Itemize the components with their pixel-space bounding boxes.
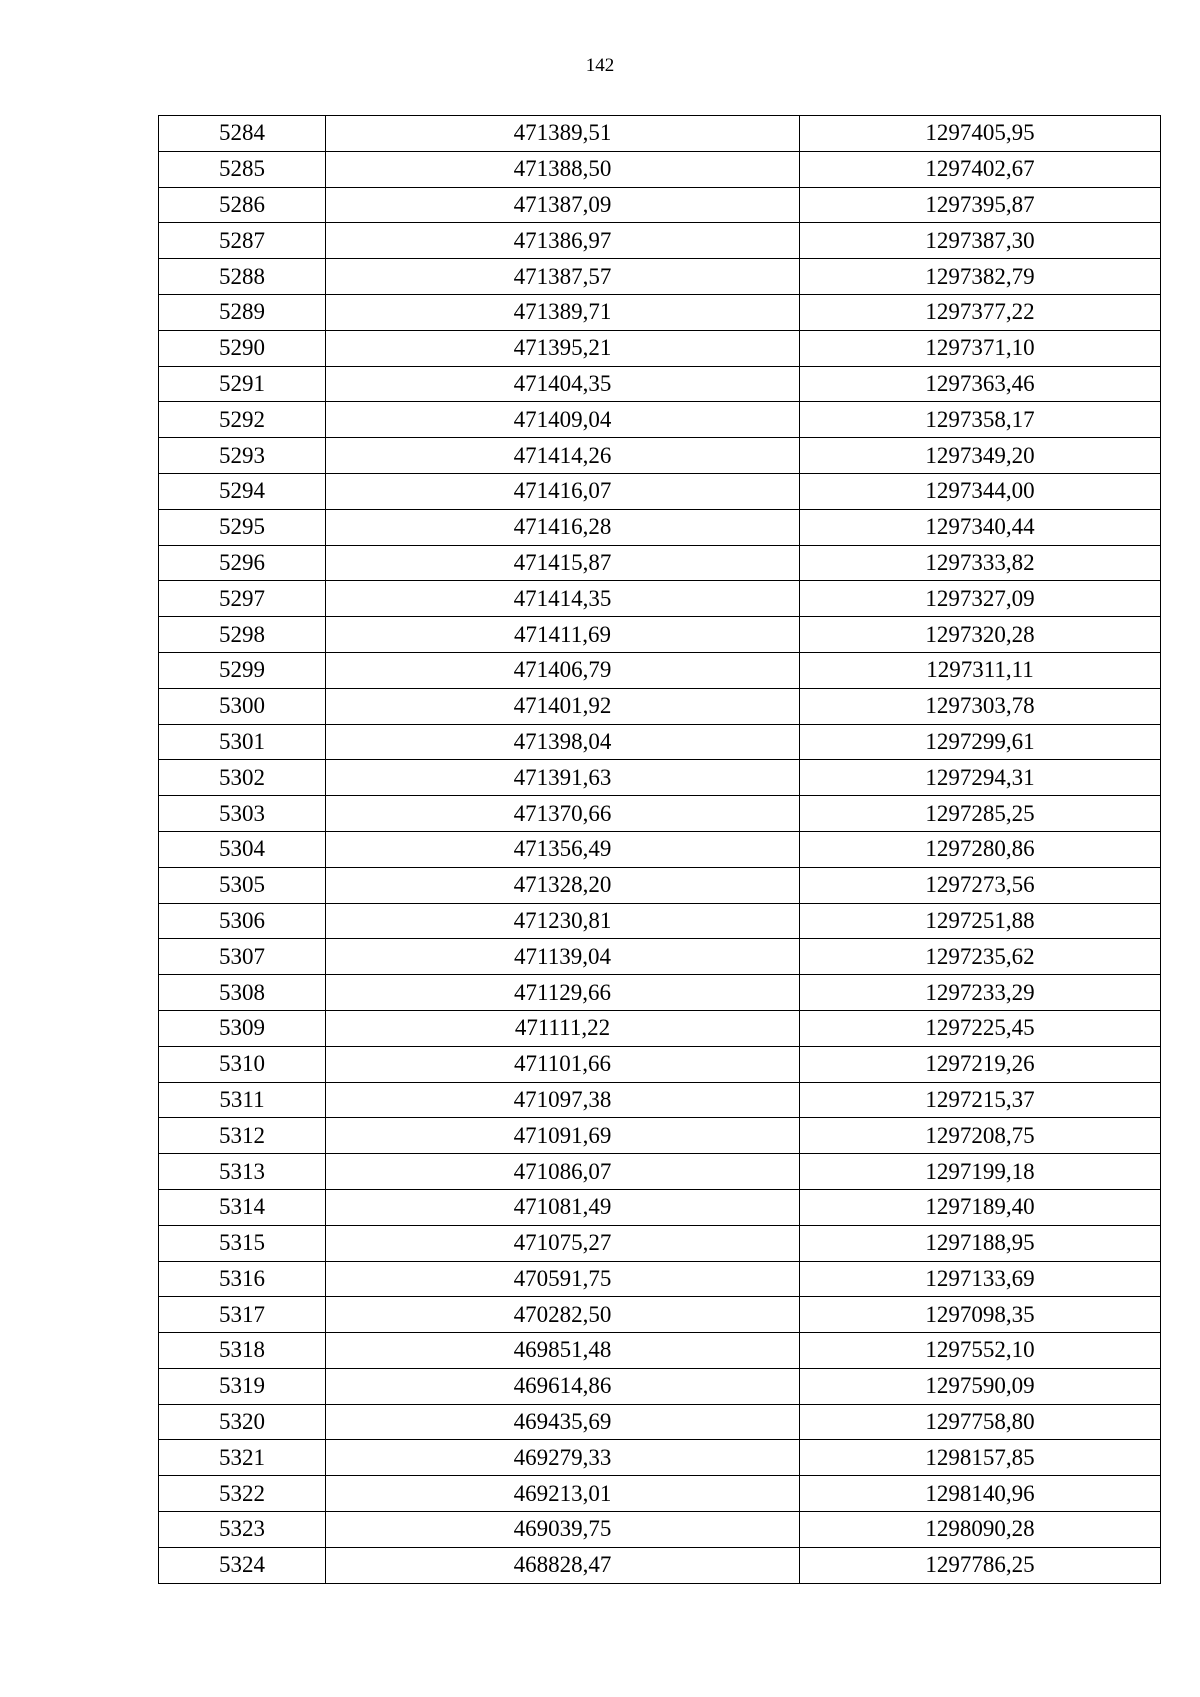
table-row [159, 116, 1161, 152]
x-coordinate-cell: 471387,09 [326, 187, 800, 223]
point-number-cell: 5302 [159, 760, 326, 796]
table-row [159, 1512, 1161, 1548]
y-coordinate-cell: 1297320,28 [800, 617, 1161, 653]
y-coordinate-cell: 1297552,10 [800, 1333, 1161, 1369]
table-row [159, 581, 1161, 617]
x-coordinate-cell: 471091,69 [326, 1118, 800, 1154]
table-row [159, 151, 1161, 187]
x-coordinate-cell: 469213,01 [326, 1476, 800, 1512]
y-coordinate-cell: 1297133,69 [800, 1261, 1161, 1297]
point-number-cell: 5317 [159, 1297, 326, 1333]
x-coordinate-cell: 471401,92 [326, 688, 800, 724]
x-coordinate-cell: 471386,97 [326, 223, 800, 259]
point-number-cell: 5315 [159, 1225, 326, 1261]
table-row [159, 438, 1161, 474]
x-coordinate-cell: 471404,35 [326, 366, 800, 402]
y-coordinate-cell: 1297215,37 [800, 1082, 1161, 1118]
y-coordinate-cell: 1297225,45 [800, 1010, 1161, 1046]
y-coordinate-cell: 1297344,00 [800, 473, 1161, 509]
x-coordinate-cell: 471356,49 [326, 831, 800, 867]
y-coordinate-cell: 1297758,80 [800, 1404, 1161, 1440]
y-coordinate-cell: 1297387,30 [800, 223, 1161, 259]
y-coordinate-cell: 1297208,75 [800, 1118, 1161, 1154]
x-coordinate-cell: 471414,35 [326, 581, 800, 617]
point-number-cell: 5306 [159, 903, 326, 939]
table-row [159, 545, 1161, 581]
y-coordinate-cell: 1297349,20 [800, 438, 1161, 474]
point-number-cell: 5287 [159, 223, 326, 259]
table-row [159, 259, 1161, 295]
point-number-cell: 5301 [159, 724, 326, 760]
x-coordinate-cell: 471395,21 [326, 330, 800, 366]
point-number-cell: 5286 [159, 187, 326, 223]
point-number-cell: 5309 [159, 1010, 326, 1046]
table-row [159, 1046, 1161, 1082]
y-coordinate-cell: 1297189,40 [800, 1189, 1161, 1225]
point-number-cell: 5304 [159, 831, 326, 867]
point-number-cell: 5295 [159, 509, 326, 545]
table-row [159, 688, 1161, 724]
table-row [159, 223, 1161, 259]
point-number-cell: 5307 [159, 939, 326, 975]
point-number-cell: 5313 [159, 1154, 326, 1190]
point-number-cell: 5288 [159, 259, 326, 295]
table-row [159, 1082, 1161, 1118]
y-coordinate-cell: 1297098,35 [800, 1297, 1161, 1333]
y-coordinate-cell: 1297273,56 [800, 867, 1161, 903]
point-number-cell: 5298 [159, 617, 326, 653]
table-row [159, 509, 1161, 545]
point-number-cell: 5308 [159, 975, 326, 1011]
point-number-cell: 5319 [159, 1368, 326, 1404]
x-coordinate-cell: 469279,33 [326, 1440, 800, 1476]
x-coordinate-cell: 471406,79 [326, 652, 800, 688]
table-row [159, 1297, 1161, 1333]
point-number-cell: 5297 [159, 581, 326, 617]
coordinates-table [158, 115, 1161, 1584]
x-coordinate-cell: 471101,66 [326, 1046, 800, 1082]
table-row [159, 1010, 1161, 1046]
point-number-cell: 5299 [159, 652, 326, 688]
table-row [159, 402, 1161, 438]
table-row [159, 1404, 1161, 1440]
x-coordinate-cell: 471389,71 [326, 294, 800, 330]
y-coordinate-cell: 1298090,28 [800, 1512, 1161, 1548]
table-row [159, 366, 1161, 402]
table-row [159, 1547, 1161, 1583]
point-number-cell: 5300 [159, 688, 326, 724]
table-row [159, 1261, 1161, 1297]
x-coordinate-cell: 471081,49 [326, 1189, 800, 1225]
x-coordinate-cell: 471389,51 [326, 116, 800, 152]
y-coordinate-cell: 1297188,95 [800, 1225, 1161, 1261]
table-row [159, 652, 1161, 688]
point-number-cell: 5321 [159, 1440, 326, 1476]
point-number-cell: 5305 [159, 867, 326, 903]
y-coordinate-cell: 1297405,95 [800, 116, 1161, 152]
point-number-cell: 5289 [159, 294, 326, 330]
table-row [159, 831, 1161, 867]
point-number-cell: 5311 [159, 1082, 326, 1118]
point-number-cell: 5294 [159, 473, 326, 509]
coordinates-table-body [159, 116, 1161, 1584]
x-coordinate-cell: 471097,38 [326, 1082, 800, 1118]
y-coordinate-cell: 1297340,44 [800, 509, 1161, 545]
point-number-cell: 5314 [159, 1189, 326, 1225]
y-coordinate-cell: 1297786,25 [800, 1547, 1161, 1583]
table-row [159, 1333, 1161, 1369]
table-row [159, 867, 1161, 903]
x-coordinate-cell: 469435,69 [326, 1404, 800, 1440]
y-coordinate-cell: 1298157,85 [800, 1440, 1161, 1476]
y-coordinate-cell: 1297363,46 [800, 366, 1161, 402]
y-coordinate-cell: 1297311,11 [800, 652, 1161, 688]
point-number-cell: 5320 [159, 1404, 326, 1440]
x-coordinate-cell: 471086,07 [326, 1154, 800, 1190]
x-coordinate-cell: 468828,47 [326, 1547, 800, 1583]
point-number-cell: 5324 [159, 1547, 326, 1583]
y-coordinate-cell: 1297251,88 [800, 903, 1161, 939]
x-coordinate-cell: 471411,69 [326, 617, 800, 653]
y-coordinate-cell: 1297395,87 [800, 187, 1161, 223]
y-coordinate-cell: 1297294,31 [800, 760, 1161, 796]
x-coordinate-cell: 471111,22 [326, 1010, 800, 1046]
point-number-cell: 5303 [159, 796, 326, 832]
y-coordinate-cell: 1297377,22 [800, 294, 1161, 330]
table-row [159, 617, 1161, 653]
x-coordinate-cell: 471388,50 [326, 151, 800, 187]
table-row [159, 187, 1161, 223]
y-coordinate-cell: 1297233,29 [800, 975, 1161, 1011]
x-coordinate-cell: 470591,75 [326, 1261, 800, 1297]
table-row [159, 903, 1161, 939]
y-coordinate-cell: 1297303,78 [800, 688, 1161, 724]
table-row [159, 1189, 1161, 1225]
y-coordinate-cell: 1297219,26 [800, 1046, 1161, 1082]
x-coordinate-cell: 471129,66 [326, 975, 800, 1011]
table-row [159, 796, 1161, 832]
x-coordinate-cell: 471328,20 [326, 867, 800, 903]
y-coordinate-cell: 1297382,79 [800, 259, 1161, 295]
x-coordinate-cell: 471230,81 [326, 903, 800, 939]
table-row [159, 939, 1161, 975]
x-coordinate-cell: 469851,48 [326, 1333, 800, 1369]
point-number-cell: 5285 [159, 151, 326, 187]
y-coordinate-cell: 1297402,67 [800, 151, 1161, 187]
point-number-cell: 5292 [159, 402, 326, 438]
y-coordinate-cell: 1297590,09 [800, 1368, 1161, 1404]
table-row [159, 1476, 1161, 1512]
table-row [159, 724, 1161, 760]
y-coordinate-cell: 1297371,10 [800, 330, 1161, 366]
y-coordinate-cell: 1297235,62 [800, 939, 1161, 975]
point-number-cell: 5316 [159, 1261, 326, 1297]
table-row [159, 1440, 1161, 1476]
y-coordinate-cell: 1297199,18 [800, 1154, 1161, 1190]
table-row [159, 1118, 1161, 1154]
point-number-cell: 5318 [159, 1333, 326, 1369]
x-coordinate-cell: 469039,75 [326, 1512, 800, 1548]
table-row [159, 294, 1161, 330]
x-coordinate-cell: 469614,86 [326, 1368, 800, 1404]
point-number-cell: 5284 [159, 116, 326, 152]
x-coordinate-cell: 471415,87 [326, 545, 800, 581]
x-coordinate-cell: 471370,66 [326, 796, 800, 832]
x-coordinate-cell: 471391,63 [326, 760, 800, 796]
x-coordinate-cell: 471075,27 [326, 1225, 800, 1261]
point-number-cell: 5312 [159, 1118, 326, 1154]
x-coordinate-cell: 471398,04 [326, 724, 800, 760]
x-coordinate-cell: 471416,28 [326, 509, 800, 545]
y-coordinate-cell: 1297358,17 [800, 402, 1161, 438]
x-coordinate-cell: 470282,50 [326, 1297, 800, 1333]
table-row [159, 330, 1161, 366]
x-coordinate-cell: 471414,26 [326, 438, 800, 474]
y-coordinate-cell: 1297327,09 [800, 581, 1161, 617]
table-row [159, 760, 1161, 796]
x-coordinate-cell: 471416,07 [326, 473, 800, 509]
y-coordinate-cell: 1298140,96 [800, 1476, 1161, 1512]
y-coordinate-cell: 1297285,25 [800, 796, 1161, 832]
x-coordinate-cell: 471409,04 [326, 402, 800, 438]
point-number-cell: 5296 [159, 545, 326, 581]
table-row [159, 473, 1161, 509]
point-number-cell: 5323 [159, 1512, 326, 1548]
point-number-cell: 5322 [159, 1476, 326, 1512]
page-number: 142 [585, 55, 615, 76]
y-coordinate-cell: 1297299,61 [800, 724, 1161, 760]
table-row [159, 1368, 1161, 1404]
x-coordinate-cell: 471139,04 [326, 939, 800, 975]
table-row [159, 1154, 1161, 1190]
y-coordinate-cell: 1297280,86 [800, 831, 1161, 867]
table-row [159, 1225, 1161, 1261]
table-row [159, 975, 1161, 1011]
point-number-cell: 5310 [159, 1046, 326, 1082]
point-number-cell: 5291 [159, 366, 326, 402]
point-number-cell: 5293 [159, 438, 326, 474]
x-coordinate-cell: 471387,57 [326, 259, 800, 295]
point-number-cell: 5290 [159, 330, 326, 366]
y-coordinate-cell: 1297333,82 [800, 545, 1161, 581]
